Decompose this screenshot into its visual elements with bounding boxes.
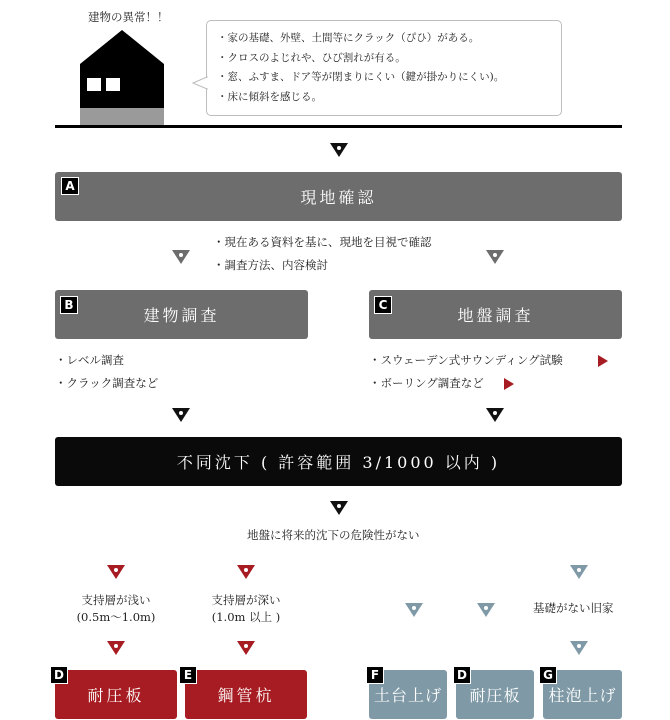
condition-no-foundation: 基礎がない旧家 [533, 601, 614, 615]
arrow-down-icon [486, 408, 504, 422]
arrow-down-icon [107, 565, 125, 579]
step-c-tag: C [374, 296, 392, 314]
bubble-pointer [192, 76, 208, 90]
risk-note: 地盤に将来的沈下の危険性がない [247, 528, 420, 542]
arrow-down-icon [172, 250, 190, 264]
arrow-right-icon [598, 355, 608, 367]
settlement-label: 不同沈下 ( 許容範囲 3/1000 以内 ) [176, 453, 501, 472]
arrow-down-icon [330, 501, 348, 515]
arrow-down-icon [107, 641, 125, 655]
method-tag: G [539, 666, 557, 684]
method-tag: F [366, 666, 384, 684]
method-tag: D [50, 666, 68, 684]
arrow-down-icon [405, 603, 423, 617]
condition-deep [200, 592, 292, 626]
step-a-note: ・現在ある資料を基に、現地を目視で確認 [213, 235, 432, 249]
method-label: 土台上げ [373, 686, 442, 705]
step-c-box [369, 290, 622, 339]
step-c-label: 地盤調査 [457, 306, 534, 325]
arrow-down-icon [477, 603, 495, 617]
arrow-down-icon [172, 408, 190, 422]
header-divider [55, 125, 622, 128]
condition-deep-label: 支持層が深い [211, 593, 281, 607]
method-box-steel-pile [185, 670, 307, 719]
symptom-line: ・家の基礎、外壁、土間等にクラック（ぴひ）がある。 [217, 32, 480, 44]
method-box-bearing-plate [55, 670, 177, 719]
anomaly-label: 建物の異常！！ [88, 10, 169, 24]
method-label: 柱泡上げ [548, 686, 617, 705]
step-c-note: ・スウェーデン式サウンディング試験 [369, 353, 563, 367]
step-b-note: ・レベル調査 [55, 353, 124, 367]
arrow-down-icon [486, 250, 504, 264]
symptom-line: ・窓、ふすま、ドア等が閉まりにくい（鍵が掛かりにくい)。 [217, 71, 505, 83]
step-b-tag: B [60, 296, 78, 314]
condition-shallow-range: (0.5m～1.0m) [76, 610, 156, 624]
step-a-tag: A [61, 177, 79, 195]
condition-shallow-label: 支持層が浅い [81, 593, 151, 607]
symptom-line: ・床に傾斜を感じる。 [217, 90, 322, 103]
step-a-label: 現地確認 [300, 188, 377, 207]
step-b-label: 建物調査 [143, 306, 220, 325]
method-tag: E [179, 666, 197, 684]
step-a-note: ・調査方法、内容検討 [213, 258, 328, 272]
method-label: 耐圧板 [87, 686, 145, 705]
step-a-box [55, 172, 622, 221]
arrow-right-icon [504, 378, 514, 390]
arrow-down-icon [570, 565, 588, 579]
arrow-down-icon [237, 565, 255, 579]
house-icon [78, 28, 166, 126]
arrow-down-icon [330, 143, 348, 157]
symptom-bubble [206, 20, 562, 116]
step-b-note: ・クラック調査など [55, 376, 159, 390]
method-label: 鋼管杭 [217, 686, 275, 705]
condition-shallow [70, 592, 162, 626]
step-c-note: ・ボーリング調査など [369, 376, 484, 390]
symptom-line: ・クロスのよじれや、ひび割れが有る。 [217, 51, 406, 64]
step-b-box [55, 290, 308, 339]
arrow-down-icon [237, 641, 255, 655]
condition-deep-range: (1.0m 以上 ) [211, 610, 281, 624]
settlement-box [55, 437, 622, 486]
method-label: 耐圧板 [469, 686, 521, 705]
method-tag: D [453, 666, 471, 684]
arrow-down-icon [570, 641, 588, 655]
